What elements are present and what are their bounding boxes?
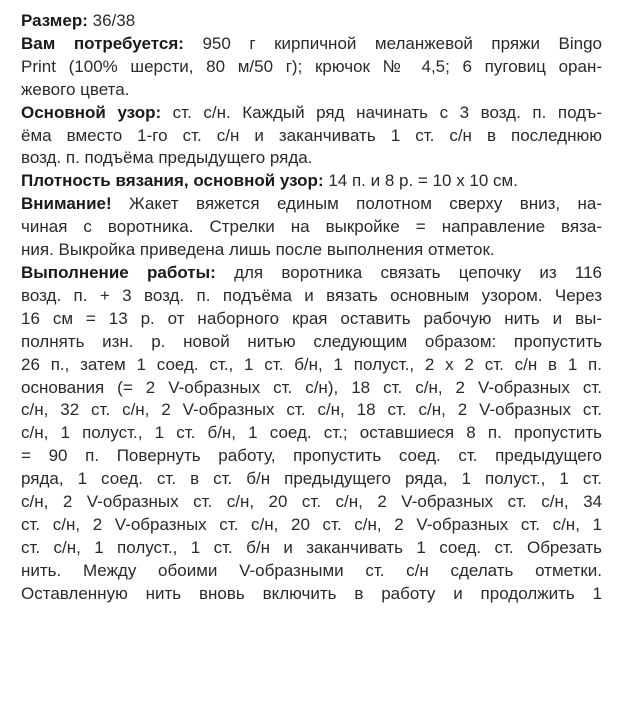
body-text: чиная с воротника. Стрелки на выкройке = направление вяза- (21, 217, 602, 237)
body-text: = 90 п. Повернуть работу, пропустить соед. ст. предыдущего (21, 446, 602, 466)
text-line (21, 308, 602, 331)
text-paragraph (21, 33, 602, 102)
text-line (21, 216, 602, 239)
body-text: Оставленную нить вновь включить в работу и продолжить 1 (21, 583, 602, 603)
text-paragraph (21, 170, 602, 193)
section-heading: Выполнение работы: (21, 262, 216, 282)
text-line (21, 514, 602, 537)
text-line (21, 468, 602, 491)
text-line (21, 33, 602, 56)
body-text: ёма вместо 1-го ст. с/н и заканчивать 1 ст. с/н в последнюю (21, 125, 602, 145)
body-text: 26 п., затем 1 соед. ст., 1 ст. б/н, 1 полуст., 2 х 2 ст. с/н в 1 п. (21, 354, 602, 374)
text-line (21, 491, 602, 514)
body-text: с/н, 1 полуст., 1 ст. б/н, 1 соед. ст.; оставшиеся 8 п. пропустить (21, 423, 602, 443)
text-line (21, 193, 602, 216)
body-text: ния. Выкройка приведена лишь после выполнения отметок. (21, 240, 495, 260)
text-line (21, 537, 602, 560)
text-line (21, 147, 602, 170)
body-text: ст. с/н. Каждый ряд начинать с 3 возд. п. подъ- (161, 102, 602, 122)
text-paragraph (21, 102, 602, 171)
section-heading: Вам потребуется: (21, 33, 184, 53)
text-line (21, 102, 602, 125)
text-line (21, 79, 602, 102)
body-text: для воротника связать цепочку из 116 (215, 262, 602, 282)
body-text: 36/38 (87, 11, 136, 30)
text-line (21, 10, 602, 33)
body-text: с/н, 2 V-образных ст. с/н, 20 ст. с/н, 2 V-образных ст. с/н, 34 (21, 492, 602, 512)
section-heading: Размер: (21, 11, 88, 30)
text-line (21, 170, 602, 193)
text-paragraph (21, 10, 602, 33)
text-line (21, 262, 602, 285)
body-text: нить. Между обоими V-образными ст. с/н сделать отметки. (21, 560, 602, 580)
text-line (21, 125, 602, 148)
body-text: возд. п. + 3 возд. п. подъёма и вязать основным узором. Через (21, 285, 602, 305)
body-text: Print (100% шерсти, 80 м/50 г); крючок № 4,5; 6 пуговиц оран- (21, 56, 602, 76)
body-text: основания (= 2 V-образных ст. с/н), 18 ст. с/н, 2 V-образных ст. (21, 377, 602, 397)
text-line (21, 445, 602, 468)
body-text: ряда, 1 соед. ст. в ст. б/н предыдущего ряда, 1 полуст., 1 ст. (21, 469, 602, 489)
text-line (21, 377, 602, 400)
text-line (21, 560, 602, 583)
text-line (21, 285, 602, 308)
text-line (21, 331, 602, 354)
text-line (21, 583, 602, 606)
text-line (21, 422, 602, 445)
section-heading: Основной узор: (21, 102, 162, 122)
text-line (21, 239, 602, 262)
body-text: ст. с/н, 2 V-образных ст. с/н, 20 ст. с/н, 2 V-образных ст. с/н, 1 (21, 514, 602, 534)
section-heading: Внимание! (21, 194, 112, 214)
body-text: возд. п. подъёма предыдущего ряда. (21, 148, 313, 168)
text-line (21, 56, 602, 79)
body-text: с/н, 32 ст. с/н, 2 V-образных ст. с/н, 18 ст. с/н, 2 V-образных ст. (21, 400, 602, 420)
body-text: Жакет вяжется единым полотном сверху вниз, на- (111, 194, 602, 214)
body-text: 16 см = 13 р. от наборного края оставить рабочую нить и вы- (21, 308, 602, 328)
body-text: полнять изн. р. новой нитью следующим образом: пропустить (21, 331, 602, 351)
text-line (21, 354, 602, 377)
section-heading: Плотность вязания, основной узор: (21, 171, 324, 191)
body-text: ст. с/н, 1 полуст., 1 ст. б/н и заканчивать 1 соед. ст. Обрезать (21, 537, 602, 557)
body-text: жевого цвета. (21, 79, 130, 99)
text-paragraph (21, 262, 602, 606)
text-line (21, 399, 602, 422)
body-text: 950 г кирпичной меланжевой пряжи Bingo (183, 33, 603, 53)
text-paragraph (21, 193, 602, 262)
body-text: 14 п. и 8 р. = 10 х 10 см. (323, 171, 518, 191)
